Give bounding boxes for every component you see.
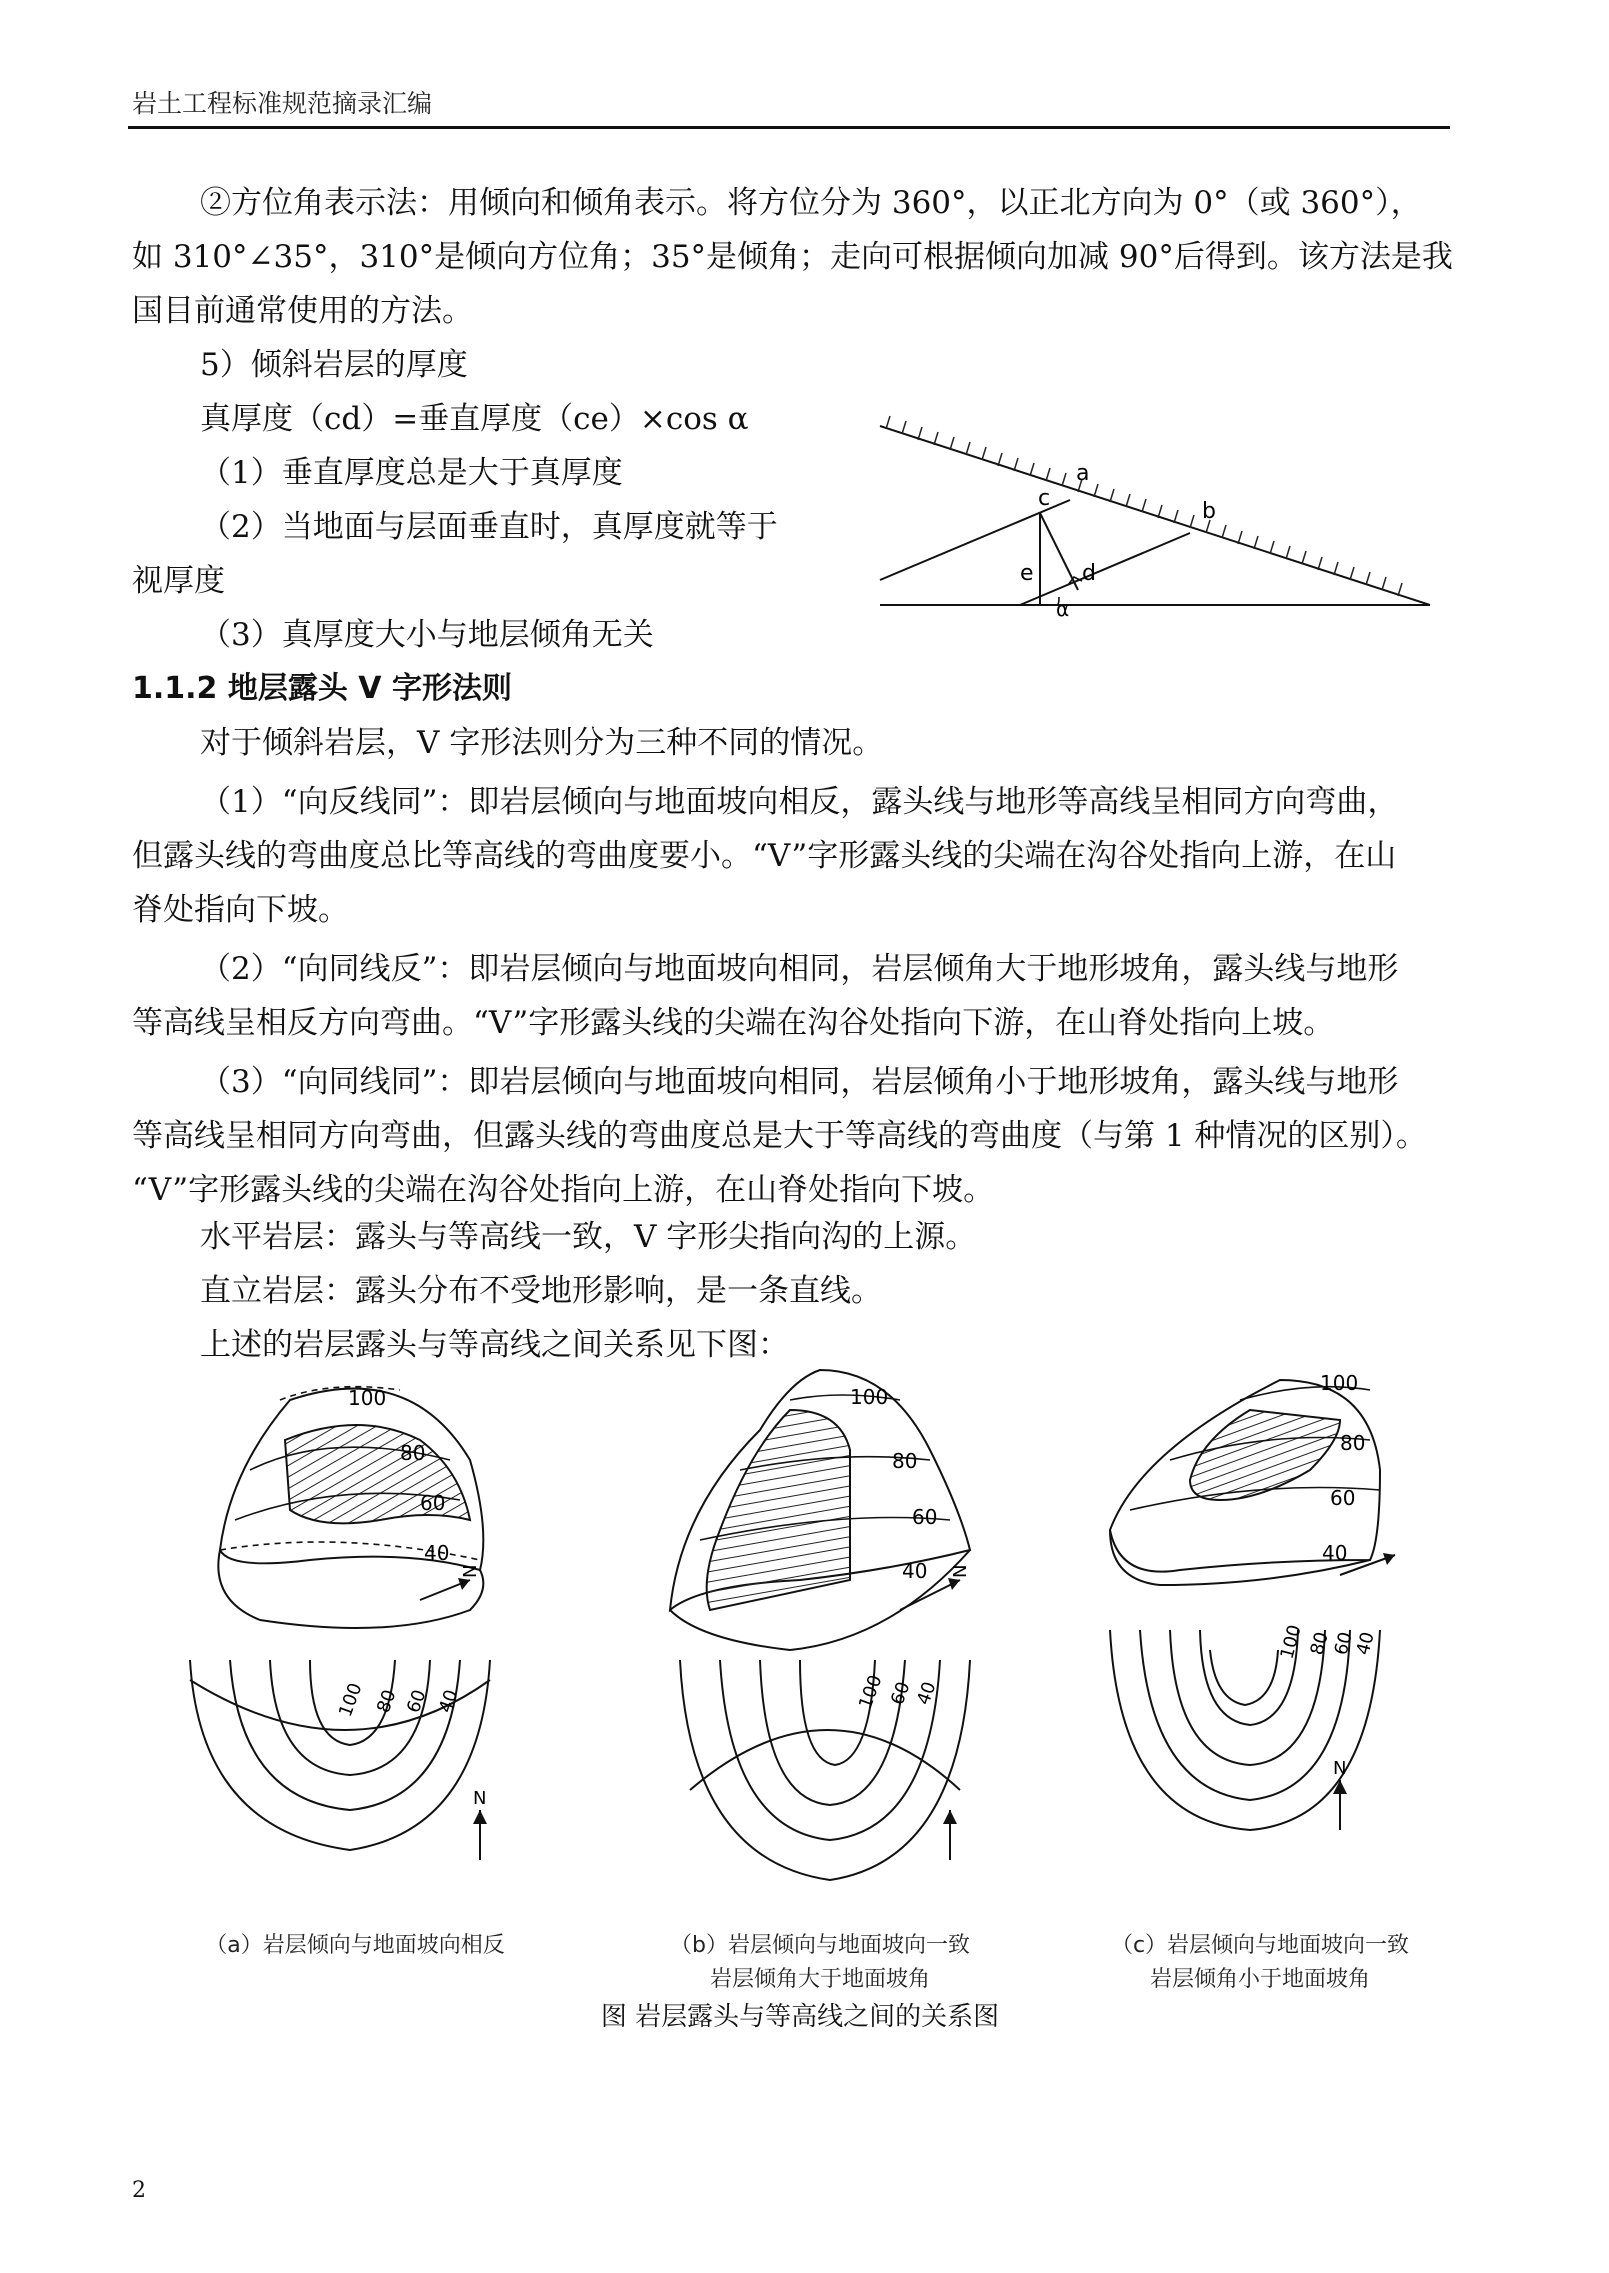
caption-b-line2: 岩层倾角大于地面坡角: [709, 1967, 930, 1992]
map-label-40-b: 40: [912, 1679, 941, 1708]
bedding-plane-lower: [1020, 533, 1190, 605]
north-arrow-map-a: [473, 1788, 487, 1860]
map-outcrop-line-c: [1210, 1650, 1278, 1705]
map-contour-100-b: [800, 1660, 875, 1765]
figure-panel-c: [1090, 1360, 1420, 1920]
map-label-60-c: 60: [1330, 1629, 1357, 1658]
caption-c-line1: （c）岩层倾向与地面坡向一致: [1110, 1933, 1410, 1958]
thickness-point-3: （3）真厚度大小与地层倾角无关: [200, 617, 654, 653]
bedding-plane-upper: [880, 500, 1070, 580]
map-label-40-c: 40: [1352, 1629, 1379, 1658]
block-label-60-a: 60: [420, 1491, 446, 1515]
paragraph-vertical: 直立岩层：露头分布不受地形影响，是一条直线。: [200, 1273, 882, 1309]
block-label-40-b: 40: [902, 1559, 928, 1583]
page-number: 2: [132, 2178, 146, 2203]
paragraph-azimuth-line2: 如 310°∠35°，310°是倾向方位角；35°是倾角；走向可根据倾向加减 90°后得到。该方法是我: [132, 239, 1453, 275]
header-rule: [128, 126, 1450, 129]
block-label-80-b: 80: [892, 1449, 918, 1473]
north-label-map-c: N: [1333, 1758, 1347, 1779]
paragraph-case3-line2: 等高线呈相同方向弯曲，但露头线的弯曲度总是大于等高线的弯曲度（与第 1 种情况的区别）。: [132, 1118, 1427, 1154]
paragraph-case1-line3: 脊处指向下坡。: [132, 892, 349, 928]
map-label-100-a: 100: [334, 1680, 367, 1720]
block-label-100-a: 100: [348, 1386, 387, 1410]
map-label-80-a: 80: [372, 1687, 401, 1716]
paragraph-case3-line1: （3）“向同线同”：即岩层倾向与地面坡向相同，岩层倾角小于地形坡角，露头线与地形: [200, 1064, 1399, 1100]
block-label-80-a: 80: [400, 1441, 426, 1465]
label-e: e: [1020, 561, 1034, 586]
paragraph-figure-intro: 上述的岩层露头与等高线之间关系见下图：: [200, 1327, 789, 1363]
label-b: b: [1202, 499, 1216, 524]
map-label-40-a: 40: [434, 1687, 463, 1716]
label-d: d: [1082, 561, 1096, 586]
caption-c-line2: 岩层倾角小于地面坡角: [1149, 1967, 1370, 1992]
paragraph-horizontal: 水平岩层：露头与等高线一致，V 字形尖指向沟的上源。: [200, 1219, 977, 1255]
map-contour-80-c: [1170, 1630, 1325, 1765]
figure-panel-b: [640, 1360, 1000, 1920]
block-label-100-c: 100: [1320, 1371, 1359, 1395]
block-label-60-b: 60: [912, 1505, 938, 1529]
map-label-100-b: 100: [854, 1672, 887, 1712]
block-label-40-a: 40: [424, 1541, 450, 1565]
section-heading-v-rule: 1.1.2 地层露头 V 字形法则: [132, 671, 512, 706]
paragraph-case2-line2: 等高线呈相反方向弯曲。“V”字形露头线的尖端在沟谷处指向下游，在山脊处指向上坡。: [132, 1005, 1335, 1041]
north-arrow-map-c: [1333, 1758, 1347, 1830]
paragraph-case3-line3: “V”字形露头线的尖端在沟谷处指向上游，在山脊处指向下坡。: [132, 1172, 995, 1208]
stratum-outcrop-b: [707, 1410, 850, 1610]
map-label-60-b: 60: [886, 1679, 915, 1708]
thickness-point-1: （1）垂直厚度总是大于真厚度: [200, 455, 623, 491]
north-arrow-map-b: [943, 1810, 957, 1860]
block-label-80-c: 80: [1340, 1431, 1366, 1455]
block-label-60-c: 60: [1330, 1486, 1356, 1510]
thickness-point-2-line2: 视厚度: [132, 563, 225, 599]
map-label-80-c: 80: [1306, 1629, 1333, 1658]
map-label-60-a: 60: [402, 1687, 431, 1716]
ground-hatching: [886, 416, 1402, 596]
paragraph-azimuth-line3: 国目前通常使用的方法。: [132, 293, 473, 329]
running-header: 岩土工程标准规范摘录汇编: [132, 89, 433, 118]
section-thickness-title: 5）倾斜岩层的厚度: [200, 347, 468, 383]
thickness-formula: 真厚度（cd）=垂直厚度（ce）×cos α: [200, 401, 749, 437]
block-label-40-c: 40: [1322, 1541, 1348, 1565]
paragraph-case1-line2: 但露头线的弯曲度总比等高线的弯曲度要小。“V”字形露头线的尖端在沟谷处指向上游，在山: [132, 838, 1397, 874]
paragraph-case1-line1: （1）“向反线同”：即岩层倾向与地面坡向相反，露头线与地形等高线呈相同方向弯曲，: [200, 784, 1399, 820]
label-alpha: α: [1056, 597, 1070, 620]
figure-title: 图 岩层露头与等高线之间的关系图: [600, 2002, 1000, 2032]
ground-surface-line: [880, 426, 1430, 605]
paragraph-case2-line1: （2）“向同线反”：即岩层倾向与地面坡向相同，岩层倾角大于地形坡角，露头线与地形: [200, 951, 1399, 987]
label-c: c: [1038, 486, 1051, 511]
thickness-diagram: [860, 410, 1440, 620]
label-a: a: [1076, 461, 1090, 486]
caption-b-line1: （b）岩层倾向与地面坡向一致: [670, 1933, 970, 1958]
block-label-100-b: 100: [850, 1385, 889, 1409]
north-label-block-b: N: [950, 1564, 971, 1578]
north-arrow-block-a: [420, 1565, 481, 1600]
north-label-block-a: N: [460, 1564, 481, 1578]
paragraph-v-intro: 对于倾斜岩层，V 字形法则分为三种不同的情况。: [200, 725, 884, 761]
figure-panel-a: [170, 1360, 540, 1920]
map-label-100-c: 100: [1276, 1622, 1306, 1662]
paragraph-azimuth-line1: ②方位角表示法：用倾向和倾角表示。将方位分为 360°，以正北方向为 0°（或 360°），: [200, 185, 1422, 221]
thickness-point-2-line1: （2）当地面与层面垂直时，真厚度就等于: [200, 509, 778, 545]
caption-a: （a）岩层倾向与地面坡向相反: [205, 1933, 505, 1958]
north-label-map-a: N: [473, 1788, 487, 1809]
